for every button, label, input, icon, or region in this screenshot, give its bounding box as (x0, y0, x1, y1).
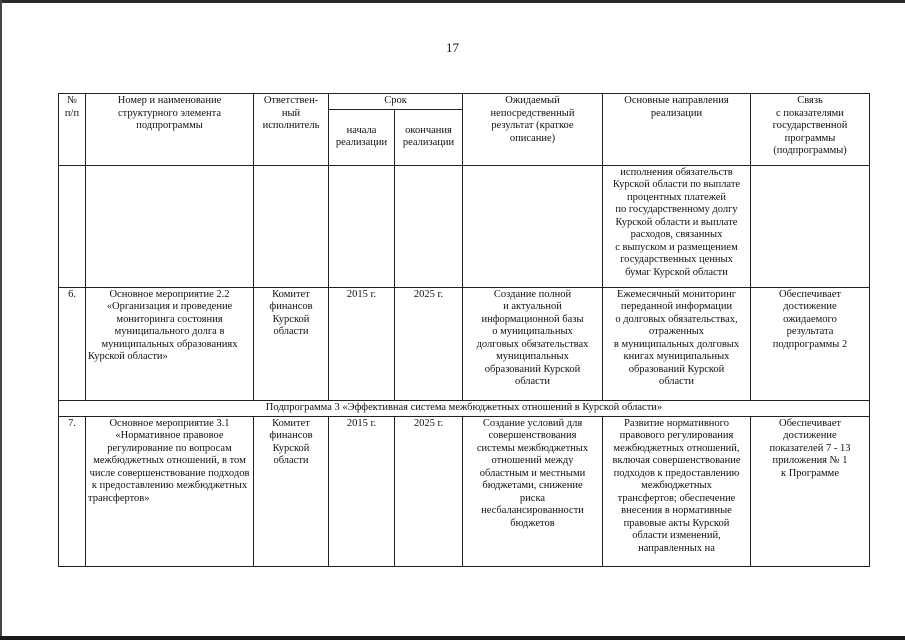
header-link: Связь с показателями государственной программы (подпрограммы) (751, 94, 870, 166)
row7-directions: Развитие нормативного правового регулирования межбюджетных отношений, включая совершенствование подходов к предоставлению межбюджетных трансфертов; обеспечение внесения в нормативные правовые акты Курской области изменений, направленных на (603, 416, 751, 566)
row6-end: 2025 г. (395, 287, 463, 400)
row7-link: Обеспечивает достижение показателей 7 - 13 приложения № 1 к Программе (751, 416, 870, 566)
cell-empty (86, 165, 254, 287)
cell-continuation-directions: исполнения обязательств Курской области по выплате процентных платежей по государственному долгу Курской области и выплате расходов, связанных с выпуском и размещением государственных ценных бумаг Курской области (603, 165, 751, 287)
table-row-continuation (59, 165, 870, 287)
header-name: Номер и наименование структурного элемента подпрограммы (86, 94, 254, 166)
header-result: Ожидаемый непосредственный результат (краткое описание) (463, 94, 603, 166)
header-term: Срок (329, 94, 463, 110)
scan-edge-left (0, 0, 2, 640)
program-table (58, 93, 870, 567)
row6-name: Основное мероприятие 2.2 «Организация и проведение мониторинга состояния муниципального долга в муниципальных образованиях Курской области» (86, 287, 254, 400)
cell-empty (254, 165, 329, 287)
row6-directions: Ежемесячный мониторинг переданной информации о долговых обязательствах, отраженных в муниципальных долговых книгах муниципальных образований Курской области (603, 287, 751, 400)
row7-num: 7. (59, 416, 86, 566)
row6-result: Создание полной и актуальной информационной базы о муниципальных долговых обязательствах муниципальных образований Курской области (463, 287, 603, 400)
row6-executor: Комитет финансов Курской области (254, 287, 329, 400)
row6-num: 6. (59, 287, 86, 400)
table-row-7 (59, 416, 870, 566)
table-row-6 (59, 287, 870, 400)
header-num: № п/п (59, 94, 86, 166)
header-start: начала реализации (329, 109, 395, 165)
header-directions: Основные направления реализации (603, 94, 751, 166)
cell-empty (395, 165, 463, 287)
row7-end: 2025 г. (395, 416, 463, 566)
cell-empty (751, 165, 870, 287)
subprogram3-row (59, 400, 870, 416)
cell-empty (329, 165, 395, 287)
row7-start: 2015 г. (329, 416, 395, 566)
row7-result: Создание условий для совершенствования системы межбюджетных отношений между областным и местными бюджетами, снижение риска несбалансированности бюджетов (463, 416, 603, 566)
header-executor: Ответствен- ный исполнитель (254, 94, 329, 166)
row7-name: Основное мероприятие 3.1 «Нормативное правовое регулирование по вопросам межбюджетных отношений, в том числе совершенствование подходов к предоставлению межбюджетных трансфертов» (86, 416, 254, 566)
scan-edge-top (0, 0, 905, 3)
cell-empty (59, 165, 86, 287)
header-row-1 (59, 94, 870, 110)
subprogram3-title: Подпрограмма 3 «Эффективная система межбюджетных отношений в Курской области» (59, 400, 870, 416)
header-end: окончания реализации (395, 109, 463, 165)
cell-empty (463, 165, 603, 287)
row6-link: Обеспечивает достижение ожидаемого результата подпрограммы 2 (751, 287, 870, 400)
row6-start: 2015 г. (329, 287, 395, 400)
row7-executor: Комитет финансов Курской области (254, 416, 329, 566)
scan-edge-bottom (0, 636, 905, 640)
page-number: 17 (446, 40, 459, 55)
